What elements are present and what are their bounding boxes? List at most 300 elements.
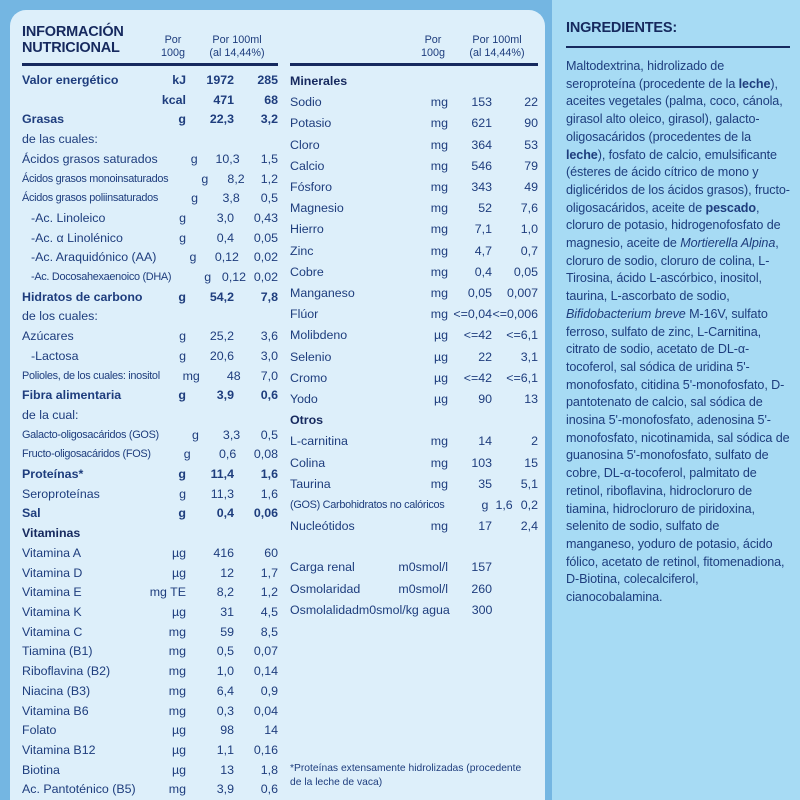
row-value-100g: 0,4 [216, 506, 234, 521]
row-unit: mg [168, 664, 186, 679]
row-unit: µg [433, 349, 448, 364]
row-value-100g: 4,7 [474, 243, 492, 258]
row-value-100g: 260 [471, 581, 492, 596]
row-value-100g: 22,3 [209, 112, 234, 127]
row-value-100g: 7,1 [474, 222, 492, 237]
row-value-100g: 300 [471, 602, 493, 617]
col-header-per-100g [150, 34, 196, 60]
row-unit: g [481, 498, 489, 513]
row-value-100g [448, 71, 492, 92]
row-label: Magnesio [290, 201, 344, 216]
row-unit: g [179, 210, 186, 225]
row-unit: g [201, 171, 209, 186]
row-value-100ml: 53 [524, 137, 538, 152]
nutrition-row [22, 209, 278, 229]
row-value-100g: <=0,04 [453, 307, 492, 322]
row-unit: µg [171, 762, 186, 777]
row-label: Potasio [290, 116, 332, 131]
nutrition-row [290, 219, 538, 240]
row-value-100ml: 0,08 [253, 447, 278, 462]
row-value-100ml: 0,43 [253, 210, 278, 225]
row-unit: g [189, 250, 197, 265]
row-unit: mg [430, 180, 448, 195]
row-value-100g: 98 [220, 723, 234, 738]
row-value-100g: 17 [478, 519, 492, 534]
row-value-100ml: 3,2 [260, 112, 278, 127]
nutrition-row [290, 304, 538, 325]
nutrition-row [290, 537, 538, 557]
nutrition-row [22, 662, 278, 682]
nutrition-row [22, 268, 278, 288]
row-value-100ml: 0,5 [260, 191, 278, 206]
row-unit [146, 406, 186, 426]
nutrition-row [290, 431, 538, 452]
row-value-100ml: 4,5 [260, 604, 278, 619]
row-label [22, 91, 146, 111]
row-unit: g [191, 427, 199, 442]
col-header-per-100ml-line1: Por 100ml [472, 34, 522, 46]
row-value-100g: 90 [478, 392, 492, 407]
row-label: -Ac. Docosahexaenoico (DHA) [31, 271, 172, 284]
row-unit: g [178, 112, 186, 127]
row-label: Vitamina E [22, 585, 82, 600]
nutrition-row [22, 386, 278, 406]
row-label: Zinc [290, 243, 314, 258]
row-label: -Ac. Linoleico [31, 210, 106, 225]
row-label: Fibra alimentaria [22, 388, 122, 403]
row-unit: m0smol/l [398, 560, 448, 575]
nutrition-row [22, 485, 278, 505]
row-label: Azúcares [22, 329, 74, 344]
col-header-per-100ml-line2: (al 14,44%) [209, 47, 265, 59]
nutrition-row [290, 389, 538, 410]
row-value-100g: 3,9 [216, 782, 234, 797]
row-value-100ml: 7,6 [520, 201, 538, 216]
col-header-per-100g-line1: Por [424, 34, 442, 46]
table-header-left [22, 20, 278, 63]
row-value-100ml: 0,05 [253, 230, 278, 245]
row-unit: µg [171, 545, 186, 560]
row-unit: mg [430, 307, 448, 322]
row-value-100g: 416 [213, 545, 234, 560]
row-unit: g [178, 289, 186, 304]
row-value-100g: 0,12 [221, 270, 247, 285]
row-unit [146, 524, 186, 544]
row-label: Fósforo [290, 180, 333, 195]
row-value-100ml: 2 [531, 434, 538, 449]
row-unit: mg [182, 368, 200, 383]
row-value-100ml: 3,1 [520, 349, 538, 364]
row-value-100g: 1,0 [216, 664, 234, 679]
row-label: Carga renal [290, 560, 355, 575]
row-label: Osmolaridad [290, 581, 361, 596]
row-value-100g [186, 524, 234, 544]
nutrition-rows-right [290, 71, 538, 621]
row-unit: kJ [172, 73, 186, 87]
ingredients-segment: Bifidobacterium breve [566, 306, 686, 321]
row-value-100g: 31 [220, 604, 234, 619]
row-value-100ml: 0,04 [253, 703, 278, 718]
nutrition-row [22, 130, 278, 150]
row-value-100g: 48 [226, 368, 241, 383]
row-label: Calcio [290, 158, 325, 173]
row-value-100g: 52 [478, 201, 492, 216]
row-value-100g: 3,8 [222, 191, 240, 206]
row-unit [146, 130, 186, 150]
nutrition-row [290, 347, 538, 368]
row-value-100ml: 0,6 [260, 388, 278, 403]
row-unit: µg [171, 742, 186, 757]
row-value-100ml: 285 [257, 73, 278, 87]
header-rule [290, 63, 538, 66]
ingredients-segment: pescado [705, 200, 756, 215]
row-value-100ml: 0,5 [260, 427, 278, 442]
row-value-100ml: 79 [524, 158, 538, 173]
col-header-per-100ml [196, 34, 278, 60]
row-value-100ml: 3,0 [260, 348, 278, 363]
row-label: Colina [290, 455, 326, 470]
row-value-100g: 0,05 [467, 286, 492, 301]
row-value-100ml: 14 [264, 723, 278, 738]
row-label: de la cual: [22, 407, 79, 422]
row-label: Cobre [290, 264, 324, 279]
row-value-100ml: 22 [524, 95, 538, 110]
nutrition-row [22, 71, 278, 91]
row-label: Sodio [290, 95, 322, 110]
nutrition-row [290, 283, 538, 304]
row-unit: m0smol/l [398, 581, 448, 596]
row-value-100g: <=42 [463, 370, 492, 385]
nutrition-row [290, 579, 538, 600]
row-label: de las cuales: [22, 132, 98, 147]
row-value-100ml: 5,1 [520, 476, 538, 491]
row-value-100ml: 0,02 [253, 270, 278, 285]
row-value-100ml [234, 307, 278, 327]
row-unit: g [178, 388, 186, 403]
nutrition-row [22, 229, 278, 249]
row-value-100ml: 1,6 [260, 486, 278, 501]
row-value-100ml: 0,7 [520, 243, 538, 258]
row-unit [404, 410, 448, 431]
ingredients-rule [566, 46, 790, 48]
row-value-100g: 6,4 [216, 683, 234, 698]
header-rule [22, 63, 278, 66]
nutrition-row [290, 453, 538, 474]
nutrition-panel [10, 10, 545, 800]
nutrition-row [22, 367, 278, 387]
ingredients-segment: ), aceites vegetales (palma, coco, cánola, girasol alto oleico, girasol), galacto-oligosacáridos (procedentes de la [566, 76, 783, 144]
nutrition-row [290, 156, 538, 177]
col-header-per-100g-line2: 100g [160, 47, 186, 59]
nutrition-row [290, 71, 538, 92]
nutrition-row [22, 603, 278, 623]
row-value-100ml: 1,6 [260, 467, 278, 482]
row-value-100g: 35 [478, 476, 492, 491]
ingredients-text [566, 58, 790, 607]
row-label: Osmolalidad [290, 602, 359, 617]
nutrition-row [22, 170, 278, 190]
row-value-100g: 621 [471, 116, 492, 131]
col-header-per-100ml-line2: (al 14,44%) [469, 47, 525, 59]
row-unit: mg [430, 201, 448, 216]
row-value-100ml: 0,007 [506, 286, 538, 301]
row-label: -Ac. Araquidónico (AA) [31, 250, 157, 265]
row-value-100ml: <=6,1 [506, 328, 538, 343]
row-label: Minerales [290, 74, 348, 88]
row-unit: mg [430, 116, 448, 131]
ingredients-segment: , cloruro de potasio, hidrogenofosfato de magnesio, aceite de [566, 200, 781, 251]
nutrition-title: INFORMACIÓN NUTRICIONAL [22, 24, 124, 56]
ingredients-panel [552, 0, 800, 800]
row-label: Seroproteínas [22, 486, 100, 501]
row-unit: µg [433, 370, 448, 385]
nutrition-row [22, 741, 278, 761]
col-header-per-100g [410, 34, 456, 60]
row-value-100g: 12 [220, 565, 234, 580]
row-label: Vitamina K [22, 604, 82, 619]
row-value-100g: 153 [471, 95, 492, 110]
row-value-100ml: 1,2 [260, 171, 278, 186]
row-label: Vitamina B12 [22, 742, 96, 757]
row-unit: mg [168, 644, 186, 659]
col-header-per-100ml [456, 34, 538, 60]
row-unit: mg [430, 95, 448, 110]
row-value-100ml: 0,6 [260, 782, 278, 797]
row-unit: mg [430, 158, 448, 173]
row-value-100g: 0,4 [216, 230, 234, 245]
row-value-100ml: 1,8 [260, 762, 278, 777]
row-label: Niacina (B3) [22, 683, 91, 698]
row-value-100g: 22 [478, 349, 492, 364]
nutrition-row [22, 780, 278, 800]
row-label: -Lactosa [31, 348, 79, 363]
row-value-100ml [234, 130, 278, 150]
ingredients-segment: ), fosfato de calcio, emulsificante (ésteres de ácido cítrico de mono y diglicéridos de los ácidos grasos), fructo-oligosacáridos, aceite de [566, 147, 790, 215]
row-unit: g [191, 191, 198, 206]
row-value-100ml [492, 579, 538, 600]
nutrition-row [22, 307, 278, 327]
row-value-100g: 3,3 [222, 427, 241, 442]
nutrition-row [290, 198, 538, 219]
row-label: Galacto-oligosacáridos (GOS) [22, 428, 159, 441]
row-value-100g: 13 [220, 762, 234, 777]
ingredients-segment: M-16V, sulfato ferroso, sulfato de zinc, L-Carnitina, citrato de sodio, acetato de DL-α-tocoferol, sal sódica de uridina 5'-monofosfato, citidina 5'-monofosfato, D-pantotenato de calcio, sal sódica de inosina 5'-monofosfato, adenosina 5'-monofosfato, nicotinamida, sal sódica de guanosina 5'-monofosfato, sulfato de cobre, DL-α-tocoferol, palmitato de retinol, riboflavina, hidrocloruro de tiamina, hidrocloruro de piridoxina, selenito de sodio, sulfato de manganeso, yoduro de potasio, ácido fólico, acetato de retinol, fitomenadiona, D-Biotina, colecalciferol, cianocobalamina. [566, 306, 790, 605]
row-value-100g: 0,5 [216, 644, 234, 659]
row-value-100ml: 1,7 [260, 565, 278, 580]
nutrition-row [22, 189, 278, 209]
nutrition-row [22, 347, 278, 367]
row-label: Ácidos grasos poliinsaturados [22, 192, 158, 205]
row-unit: m0smol/kg agua [358, 602, 450, 617]
row-value-100g [186, 406, 234, 426]
row-label: Molibdeno [290, 328, 348, 343]
row-unit: mg [430, 455, 448, 470]
row-unit: µg [433, 328, 448, 343]
row-unit: mg [430, 476, 448, 491]
row-value-100ml: 1,0 [520, 222, 538, 237]
row-value-100ml: 2,4 [520, 519, 538, 534]
row-value-100ml: 60 [264, 545, 278, 560]
nutrition-row [290, 177, 538, 198]
row-value-100g: 546 [471, 158, 492, 173]
row-value-100g: 103 [471, 455, 492, 470]
nutrition-row [290, 495, 538, 516]
row-value-100ml [234, 524, 278, 544]
row-unit: g [204, 270, 212, 285]
nutrition-row [22, 288, 278, 308]
row-unit: g [179, 348, 186, 363]
row-value-100g: 3,0 [216, 210, 234, 225]
row-label: Vitamina A [22, 545, 82, 560]
ingredients-segment: , cloruro de sodio, cloruro de colina, L-Tirosina, ácido L-ascórbico, inositol, taurina, L-ascorbato de sodio, [566, 236, 779, 304]
row-label: (GOS) Carbohidratos no calóricos [290, 499, 445, 512]
row-unit: mg [430, 222, 448, 237]
row-label: Selenio [290, 349, 332, 364]
row-unit: mg [168, 683, 186, 698]
row-unit: g [179, 486, 186, 501]
row-value-100g: <=42 [463, 328, 492, 343]
row-label: Vitamina B6 [22, 703, 89, 718]
row-unit: mg [430, 519, 448, 534]
row-unit: mg [430, 434, 448, 449]
row-value-100g: 20,6 [209, 348, 234, 363]
protein-footnote-line2: de la leche de vaca) [290, 777, 383, 788]
row-unit: mg [430, 264, 448, 279]
nutrition-row [290, 600, 538, 621]
row-label: Vitaminas [22, 526, 81, 541]
row-label: Biotina [22, 762, 60, 777]
row-unit: mg [430, 243, 448, 258]
row-label: Otros [290, 413, 324, 428]
row-value-100g: 0,3 [216, 703, 234, 718]
nutrition-row [290, 92, 538, 113]
row-value-100ml [492, 71, 538, 92]
row-unit: g [183, 447, 191, 462]
row-label: Nucleótidos [290, 519, 355, 534]
row-label: Taurina [290, 476, 331, 491]
nutrition-row [22, 544, 278, 564]
ingredients-segment: Maltodextrina, hidrolizado de seroproteína (procedente de la [566, 59, 739, 91]
row-value-100ml: <=6,1 [506, 370, 538, 385]
row-unit: g [179, 329, 186, 344]
nutrition-row [22, 406, 278, 426]
row-label: Yodo [290, 392, 318, 407]
nutrition-row [290, 113, 538, 134]
row-value-100ml: 0,2 [520, 498, 538, 513]
nutrition-row [290, 262, 538, 283]
row-label: Valor energético [22, 73, 119, 87]
row-unit: kcal [161, 92, 186, 107]
ingredients-segment: leche [566, 147, 598, 162]
row-label: Cloro [290, 137, 320, 152]
nutrition-row [290, 410, 538, 431]
row-unit: µg [171, 565, 186, 580]
row-label: Vitamina C [22, 624, 83, 639]
row-unit: mg [430, 137, 448, 152]
row-value-100ml: 68 [264, 92, 278, 107]
nutrition-row [22, 504, 278, 524]
row-label: Hierro [290, 222, 324, 237]
row-unit: µg [433, 392, 448, 407]
row-value-100ml: 13 [524, 392, 538, 407]
row-value-100g: 25,2 [209, 329, 234, 344]
row-value-100g: 1972 [206, 73, 234, 87]
nutrition-row [22, 721, 278, 741]
ingredients-segment: Mortierella Alpina [680, 236, 776, 251]
row-value-100ml [234, 406, 278, 426]
row-value-100g: 8,2 [216, 585, 234, 600]
row-value-100g [186, 307, 234, 327]
row-value-100ml: 0,16 [253, 742, 278, 757]
row-unit: mg [168, 624, 186, 639]
row-value-100ml: 49 [524, 180, 538, 195]
row-value-100g: 14 [478, 434, 492, 449]
nutrition-row [290, 557, 538, 578]
row-label: Sal [22, 506, 41, 521]
row-value-100g: 471 [213, 92, 234, 107]
row-value-100ml: 0,02 [253, 250, 278, 265]
row-value-100ml: 15 [524, 455, 538, 470]
row-label: Vitamina D [22, 565, 83, 580]
row-label: Folato [22, 723, 57, 738]
nutrition-row [22, 150, 278, 170]
row-label: Grasas [22, 112, 65, 127]
col-header-per-100ml-line1: Por 100ml [212, 34, 262, 46]
nutrition-row [22, 642, 278, 662]
nutrition-row [22, 445, 278, 465]
row-value-100g [448, 410, 492, 431]
row-value-100ml [492, 410, 538, 431]
row-unit: g [178, 506, 186, 521]
nutrition-row [22, 702, 278, 722]
nutrition-row [22, 623, 278, 643]
row-label: Proteínas* [22, 467, 84, 482]
nutrition-row [22, 248, 278, 268]
nutrition-column-right [290, 20, 538, 621]
row-label: L-carnitina [290, 434, 348, 449]
row-label: Riboflavina (B2) [22, 664, 111, 679]
table-header-right [290, 20, 538, 63]
ingredients-title: INGREDIENTES: [566, 20, 677, 36]
row-label: Tiamina (B1) [22, 644, 93, 659]
row-value-100ml: 0,14 [253, 664, 278, 679]
row-label: Ácidos grasos saturados [22, 151, 158, 166]
row-unit: mg [430, 286, 448, 301]
nutrition-row [22, 524, 278, 544]
row-unit: µg [171, 604, 186, 619]
nutrition-row [290, 325, 538, 346]
protein-footnote [290, 762, 540, 790]
nutrition-row [22, 110, 278, 130]
row-value-100ml: 8,5 [260, 624, 278, 639]
row-value-100g: 343 [471, 180, 492, 195]
row-value-100g: 3,9 [216, 388, 234, 403]
row-value-100g: 8,2 [227, 171, 245, 186]
nutrition-row [290, 516, 538, 537]
row-value-100ml: 7,0 [260, 368, 278, 383]
nutrition-row [22, 327, 278, 347]
row-label: Hidratos de carbono [22, 289, 143, 304]
row-value-100g: 0,6 [219, 447, 237, 462]
row-label: Fructo-oligosacáridos (FOS) [22, 448, 151, 461]
row-value-100ml: 90 [524, 116, 538, 131]
row-label: Cromo [290, 370, 328, 385]
col-header-per-100g-line2: 100g [420, 47, 446, 59]
nutrition-rows-left [22, 71, 278, 800]
row-value-100g: 54,2 [209, 289, 234, 304]
row-value-100ml: 3,6 [260, 329, 278, 344]
nutrition-row [290, 474, 538, 495]
